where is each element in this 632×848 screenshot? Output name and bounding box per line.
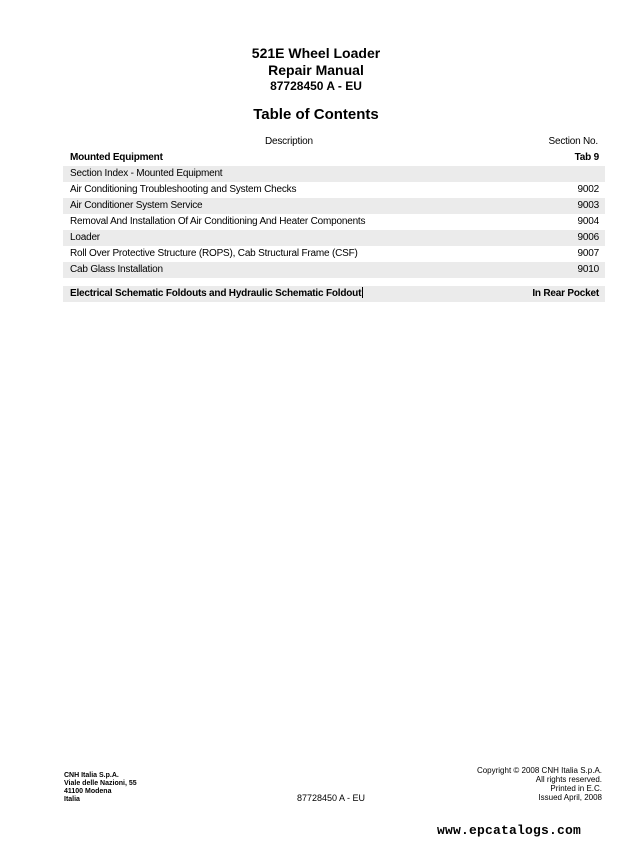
- text-cursor: [362, 287, 363, 298]
- toc-row[interactable]: [63, 230, 605, 246]
- toc-row-sec: In Rear Pocket: [532, 288, 599, 299]
- toc-row-desc: Removal And Installation Of Air Conditioning And Heater Components: [70, 216, 366, 227]
- toc-spacer: [63, 278, 605, 286]
- toc-row[interactable]: [63, 182, 605, 198]
- toc-row-sec: 9004: [577, 216, 599, 227]
- toc-row-group[interactable]: [63, 150, 605, 166]
- toc-row[interactable]: [63, 262, 605, 278]
- address-line: 41100 Modena: [64, 788, 112, 795]
- copyright-line: Printed in E.C.: [550, 784, 602, 793]
- toc-row[interactable]: [63, 198, 605, 214]
- column-header-section: Section No.: [548, 136, 598, 147]
- toc-row-desc: Roll Over Protective Structure (ROPS), Cab Structural Frame (CSF): [70, 248, 358, 259]
- copyright-line: All rights reserved.: [535, 775, 602, 784]
- toc-row-sec: 9010: [577, 264, 599, 275]
- toc-row[interactable]: [63, 246, 605, 262]
- toc-row[interactable]: [63, 166, 605, 182]
- copyright-line: Issued April, 2008: [538, 793, 602, 802]
- column-header-description: Description: [265, 136, 313, 147]
- toc-row-desc: Mounted Equipment: [70, 152, 163, 163]
- toc-row-sec: 9007: [577, 248, 599, 259]
- toc-row-sec: 9002: [577, 184, 599, 195]
- toc-row-foldout[interactable]: [63, 286, 605, 302]
- copyright-block: [477, 766, 602, 802]
- toc-row-desc: Section Index - Mounted Equipment: [70, 168, 223, 179]
- toc-heading: Table of Contents: [253, 106, 379, 123]
- toc-row-desc: Air Conditioner System Service: [70, 200, 203, 211]
- toc-row-sec: 9003: [577, 200, 599, 211]
- title-block: [0, 45, 632, 94]
- manual-doc-number: 87728450 A - EU: [270, 79, 362, 93]
- address-line: Italia: [64, 796, 80, 803]
- toc-row-desc: Air Conditioning Troubleshooting and System Checks: [70, 184, 297, 195]
- watermark-text: www.epcatalogs.com: [436, 823, 581, 838]
- footer-doc-number: 87728450 A - EU: [297, 793, 366, 803]
- manual-title: 521E Wheel Loader: [251, 45, 381, 61]
- toc-row-desc: Cab Glass Installation: [70, 264, 163, 275]
- toc-table: [63, 150, 605, 302]
- toc-row[interactable]: [63, 214, 605, 230]
- toc-row-sec: 9006: [577, 232, 599, 243]
- manual-subtitle: Repair Manual: [268, 62, 364, 78]
- toc-row-desc: Loader: [70, 232, 100, 243]
- address-line: CNH Italia S.p.A.: [64, 772, 119, 779]
- toc-row-desc: Electrical Schematic Foldouts and Hydraulic Schematic Foldout: [70, 288, 362, 299]
- company-address: [64, 772, 137, 804]
- toc-row-sec: Tab 9: [574, 152, 599, 163]
- copyright-line: Copyright © 2008 CNH Italia S.p.A.: [476, 766, 602, 775]
- address-line: Viale delle Nazioni, 55: [64, 780, 137, 787]
